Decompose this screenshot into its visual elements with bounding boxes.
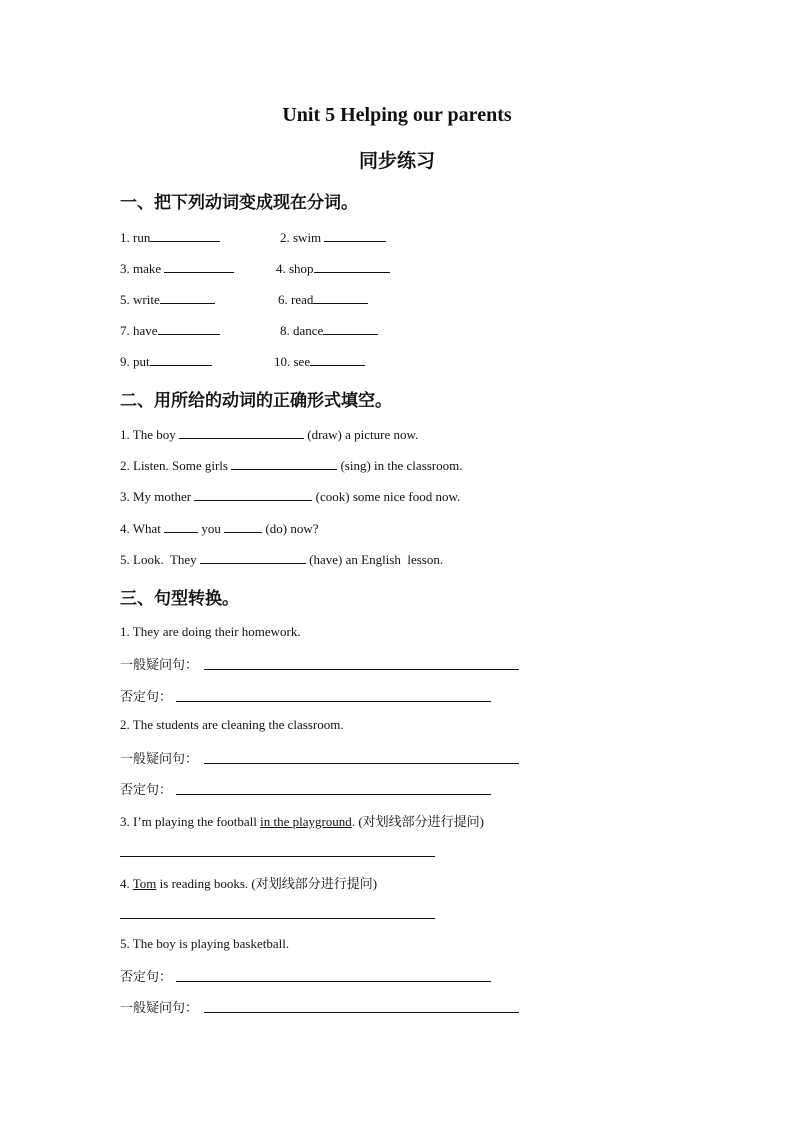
verb-item-7: 7. have <box>120 322 220 339</box>
transform-question-1: 1. They are doing their homework. <box>120 624 301 639</box>
negative-label: 否定句： <box>120 970 173 985</box>
verb-item-2: 2. swim <box>280 229 386 246</box>
answer-line <box>120 856 435 857</box>
underlined-phrase: in the playground <box>260 814 352 829</box>
transform-question-4: 4. Tom is reading books. (对划线部分进行提问) <box>120 876 378 891</box>
verb-item-8: 8. dance <box>280 322 378 339</box>
verb-item-4: 4. shop <box>276 260 390 277</box>
verb-item-3: 3. make <box>120 260 234 277</box>
fill-question-2: 2. Listen. Some girls (sing) in the classroom. <box>120 458 463 473</box>
section3-heading: 三、句型转换。 <box>120 589 239 609</box>
verb-item-5: 5. write <box>120 291 215 308</box>
transform-question-2: 2. The students are cleaning the classroom. <box>120 717 344 732</box>
answer-line <box>120 918 435 919</box>
negative-label: 否定句： <box>120 783 173 798</box>
verb-item-10: 10. see <box>274 353 365 370</box>
underlined-word: Tom <box>132 876 157 891</box>
answer-line <box>204 669 519 670</box>
fill-question-1: 1. The boy (draw) a picture now. <box>120 427 419 442</box>
answer-line <box>176 981 491 982</box>
page-subtitle: 同步练习 <box>358 150 435 172</box>
general-question-label: 一般疑问句： <box>120 658 199 673</box>
fill-question-4: 4. What you (do) now? <box>120 521 319 536</box>
verb-item-1: 1. run <box>120 229 220 246</box>
negative-label: 否定句： <box>120 690 173 705</box>
verb-item-6: 6. read <box>278 291 368 308</box>
answer-line <box>176 794 491 795</box>
general-question-label: 一般疑问句： <box>120 1001 199 1016</box>
answer-line <box>204 763 519 764</box>
answer-line <box>204 1012 519 1013</box>
fill-question-3: 3. My mother (cook) some nice food now. <box>120 489 461 504</box>
transform-question-5: 5. The boy is playing basketball. <box>120 936 290 951</box>
transform-question-3: 3. I’m playing the football in the playground. (对划线部分进行提问) <box>120 814 484 829</box>
general-question-label: 一般疑问句： <box>120 752 199 767</box>
verb-item-9: 9. put <box>120 353 212 370</box>
section2-heading: 二、用所给的动词的正确形式填空。 <box>120 391 392 411</box>
fill-question-5: 5. Look. They (have) an English lesson. <box>120 552 444 567</box>
page-title: Unit 5 Helping our parents <box>282 104 512 126</box>
section1-heading: 一、把下列动词变成现在分词。 <box>120 193 358 213</box>
answer-line <box>176 701 491 702</box>
